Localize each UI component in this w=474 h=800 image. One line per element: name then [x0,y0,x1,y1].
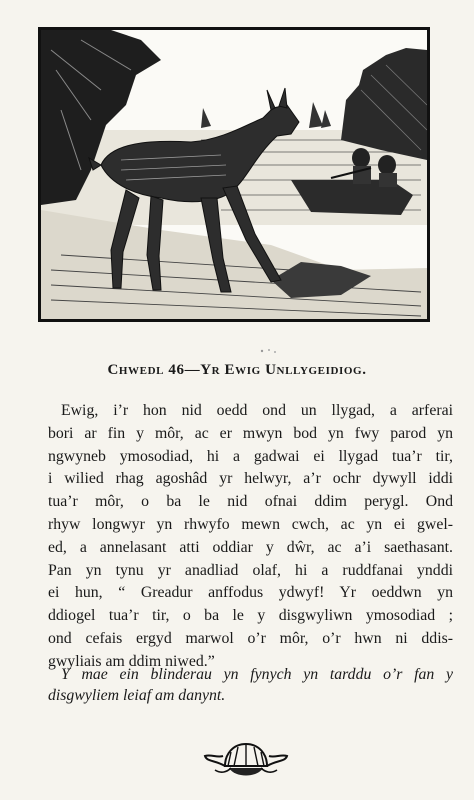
moral-line: Y mae ein blinderau yn fynych yn tarddu o’r fan y [61,666,453,683]
body-line: ddiogel tua’r tir, o ba le y disgwyliwn ymosodiad ; [48,607,453,625]
paper-speck [258,347,280,355]
body-line: rhyw longwyr yn rhwyfo mewn cwch, ac yn ei gwel- [48,515,453,533]
engraving-doe-and-boatmen [41,30,427,319]
body-line: tua’r môr, o ba le nid ofnai ddim perygl. Ond [48,493,453,511]
body-line: ond cefais ergyd marwol o’r môr, o’r hwn ni ddis- [48,629,453,647]
fable-title: Chwedl 46—Yr Ewig Unllygeidiog. [107,362,367,378]
body-line: bori ar fin y môr, ac er mwyn bod yn fwy parod yn [48,424,453,442]
body-line: i wilied rhag agoshâd yr helwyr, a’r ochr dywyll iddi [48,470,453,488]
body-line: ed, a annelasant atti oddiar y dŵr, ac a’i saethasant. [48,538,453,556]
body-line: Pan yn tynu yr anadliad olaf, hi a ruddfanai ynddi [48,561,453,579]
fable-moral [48,664,453,706]
body-line: ngwyneb ymosodiad, hi a gadwai ei llygad tua’r tir, [48,447,453,465]
fable-body [48,400,453,674]
moral-line: disgwyliem leiaf am danynt. [48,687,226,704]
tailpiece-ornament [203,740,289,782]
fable-illustration [38,27,430,322]
body-line: ei hun, “ Greadur anffodus ydwyf! Yr oeddwn yn [48,584,453,602]
body-line: gwyliais am ddim niwed.” [48,652,215,670]
body-line: Ewig, i’r hon nid oedd ond un llygad, a arferai [61,402,453,419]
scallop-shell-icon [203,740,289,782]
